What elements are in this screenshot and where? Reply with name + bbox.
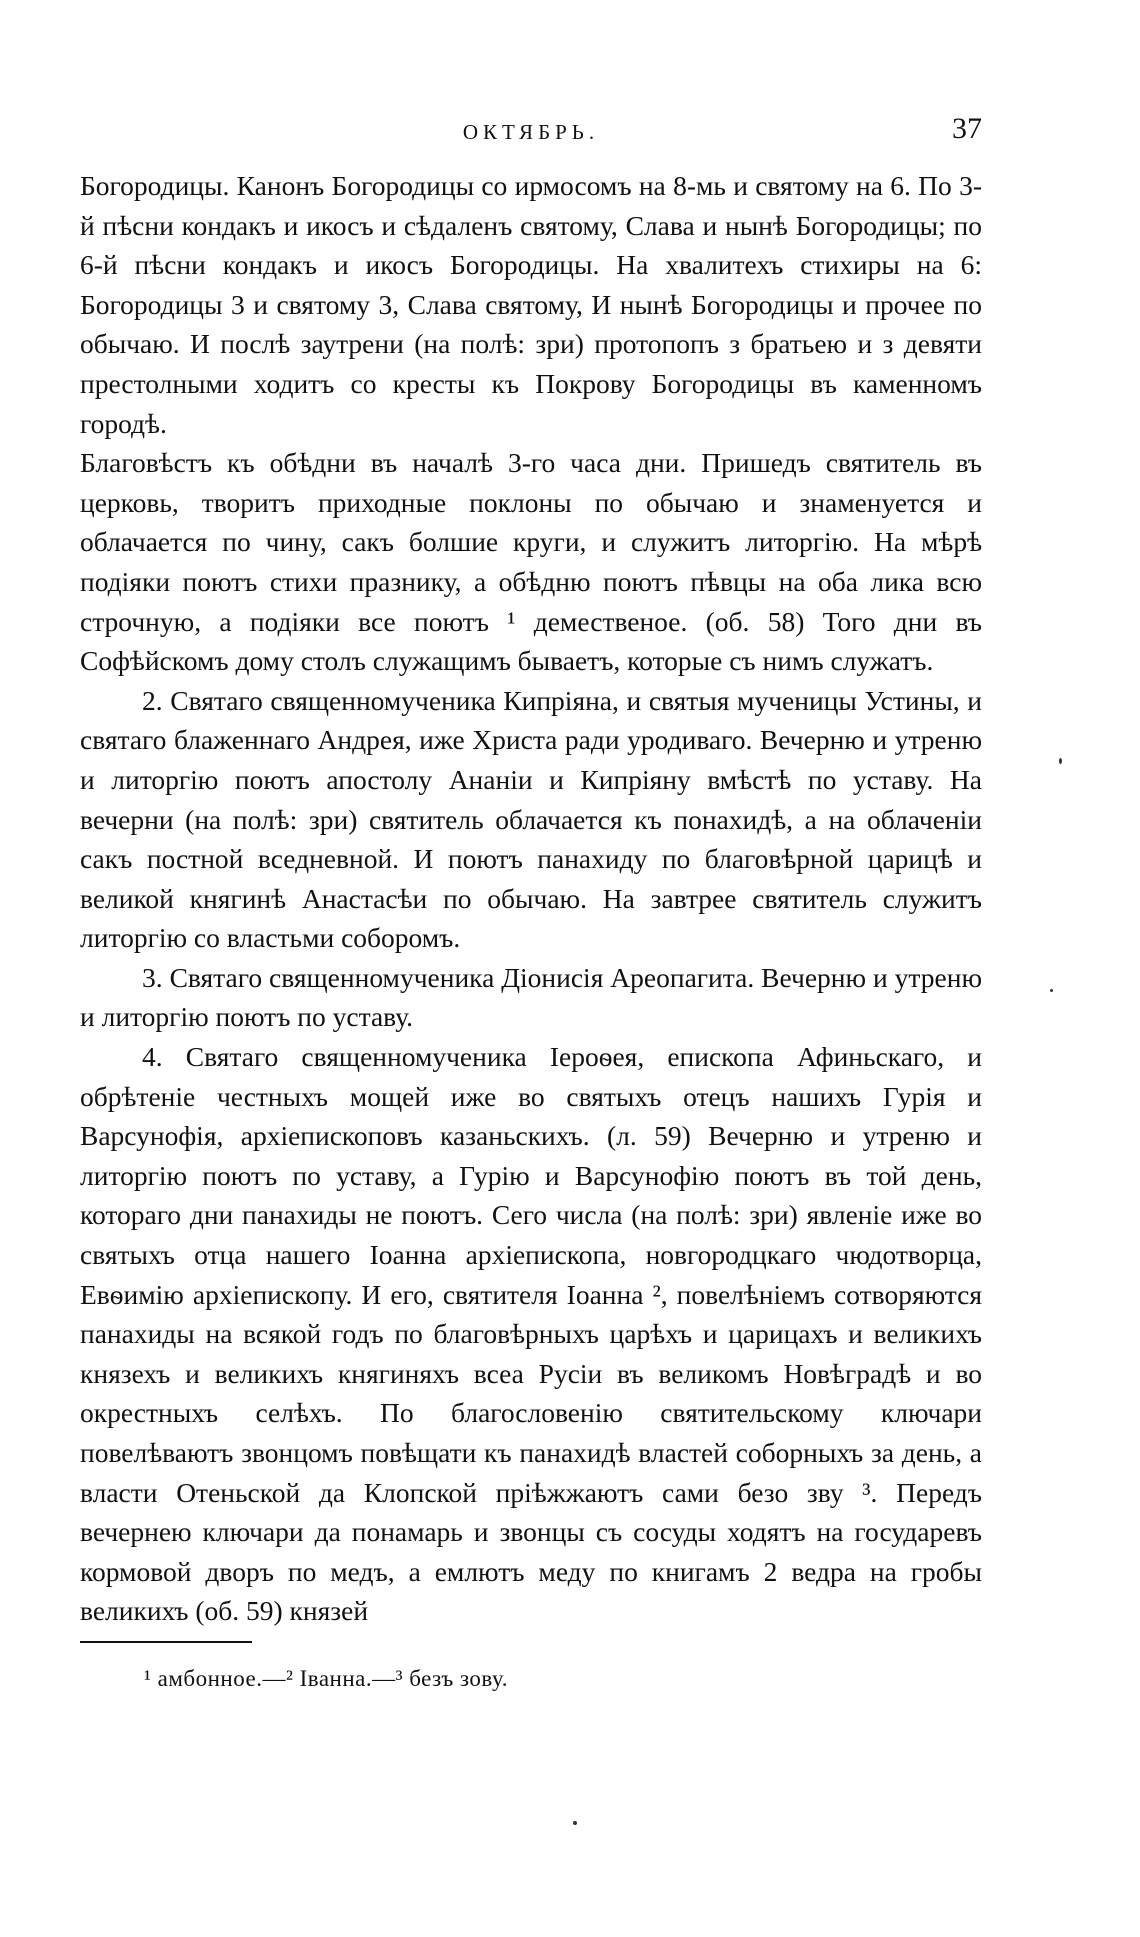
- paragraph-liturgy: Благовѣстъ къ обѣдни въ началѣ 3-го часа дни. Пришедъ святитель въ церковь, творитъ приходные поклоны по обычаю и знаменуется и облачается по чину, сакъ болшие круги, и служитъ литоргію. На мѣрѣ подіяки поютъ стихи празнику, а обѣдню поютъ пѣвцы на оба лика всю строчную, а подіяки все поютъ ¹ демественое. (об. 58) Того дни въ Софѣйскомъ дому столъ служащимъ бываетъ, которые съ нимъ служатъ.: [80, 447, 982, 677]
- paragraph-day-3: 3. Святаго священномученика Діонисія Ареопагита. Вечерню и утреню и литоргію поютъ по уставу.: [80, 961, 982, 1033]
- margin-speck: [1050, 989, 1053, 992]
- running-title: ОКТЯБРЬ.: [462, 120, 600, 144]
- footnotes: ¹ амбонное.—² Іванна.—³ безъ зову.: [144, 1666, 508, 1691]
- margin-speck: [1059, 758, 1062, 764]
- paragraph-continuation: Богородицы. Канонъ Богородицы со ирмосомъ на 8-мь и святому на 6. По 3-й пѣсни кондакъ и икосъ и сѣдаленъ святому, Слава и нынѣ Богородицы; по 6-й пѣсни кондакъ и икосъ Богородицы. На хвалитехъ стихиры на 6: Богородицы 3 и святому 3, Слава святому, И нынѣ Богородицы и прочее по обычаю. И послѣ заутрени (на полѣ: зри) протопопъ з братьею и з девяти престолными ходитъ со кресты къ Покрову Богородицы въ каменномъ городѣ.: [80, 170, 982, 439]
- running-head: [80, 112, 982, 152]
- margin-speck: [573, 1821, 577, 1825]
- paragraph-day-4: 4. Святаго священномученика Іероѳея, епископа Афиньскаго, и обрѣтеніе честныхъ мощей иже во святыхъ отецъ нашихъ Гурія и Варсунофія, архіепископовъ казаньскихъ. (л. 59) Вечерню и утреню и литоргію поютъ по уставу, а Гурію и Варсунофію поютъ въ той день, котораго дни панахиды не поютъ. Сего числа (на полѣ: зри) явленіе иже во святыхъ отца нашего Іоанна архіепископа, новгородцкаго чюдотворца, Евѳимію архіепископу. И его, святителя Іоанна ², повелѣніемъ сотворяются панахиды на всякой годъ по благовѣрныхъ царѣхъ и царицахъ и великихъ князехъ и великихъ княгиняхъ всеа Русіи въ великомъ Новѣградѣ и во окрестныхъ селѣхъ. По благословенію святительскому ключари повелѣваютъ звонцомъ повѣщати къ панахидѣ властей соборныхъ за день, а власти Отеньской да Клопской пріѣжжаютъ сами безо зву ³. Передъ вечернею ключари да понамарь и звонцы съ сосуды ходятъ на государевъ кормовой дворъ по медъ, а емлютъ меду по книгамъ 2 ведра на гробы великихъ (об. 59) князей: [80, 1041, 982, 1627]
- footnote-rule: [80, 1641, 252, 1643]
- body-text: [80, 166, 982, 1631]
- paragraph-day-2: 2. Святаго священномученика Кипріяна, и святыя мученицы Устины, и святаго блаженнаго Андрея, иже Христа ради уродиваго. Вечерню и утреню и литоргію поютъ апостолу Ананіи и Кипріяну вмѣстѣ по уставу. На вечерни (на полѣ: зри) святитель облачается къ понахидѣ, а на облаченіи сакъ постной вседневной. И поютъ панахиду по благовѣрной царицѣ и великой княгинѣ Анастасѣи по обычаю. На завтрее святитель служитъ литоргію со властьми соборомъ.: [80, 684, 982, 954]
- page-number: 37: [952, 112, 982, 145]
